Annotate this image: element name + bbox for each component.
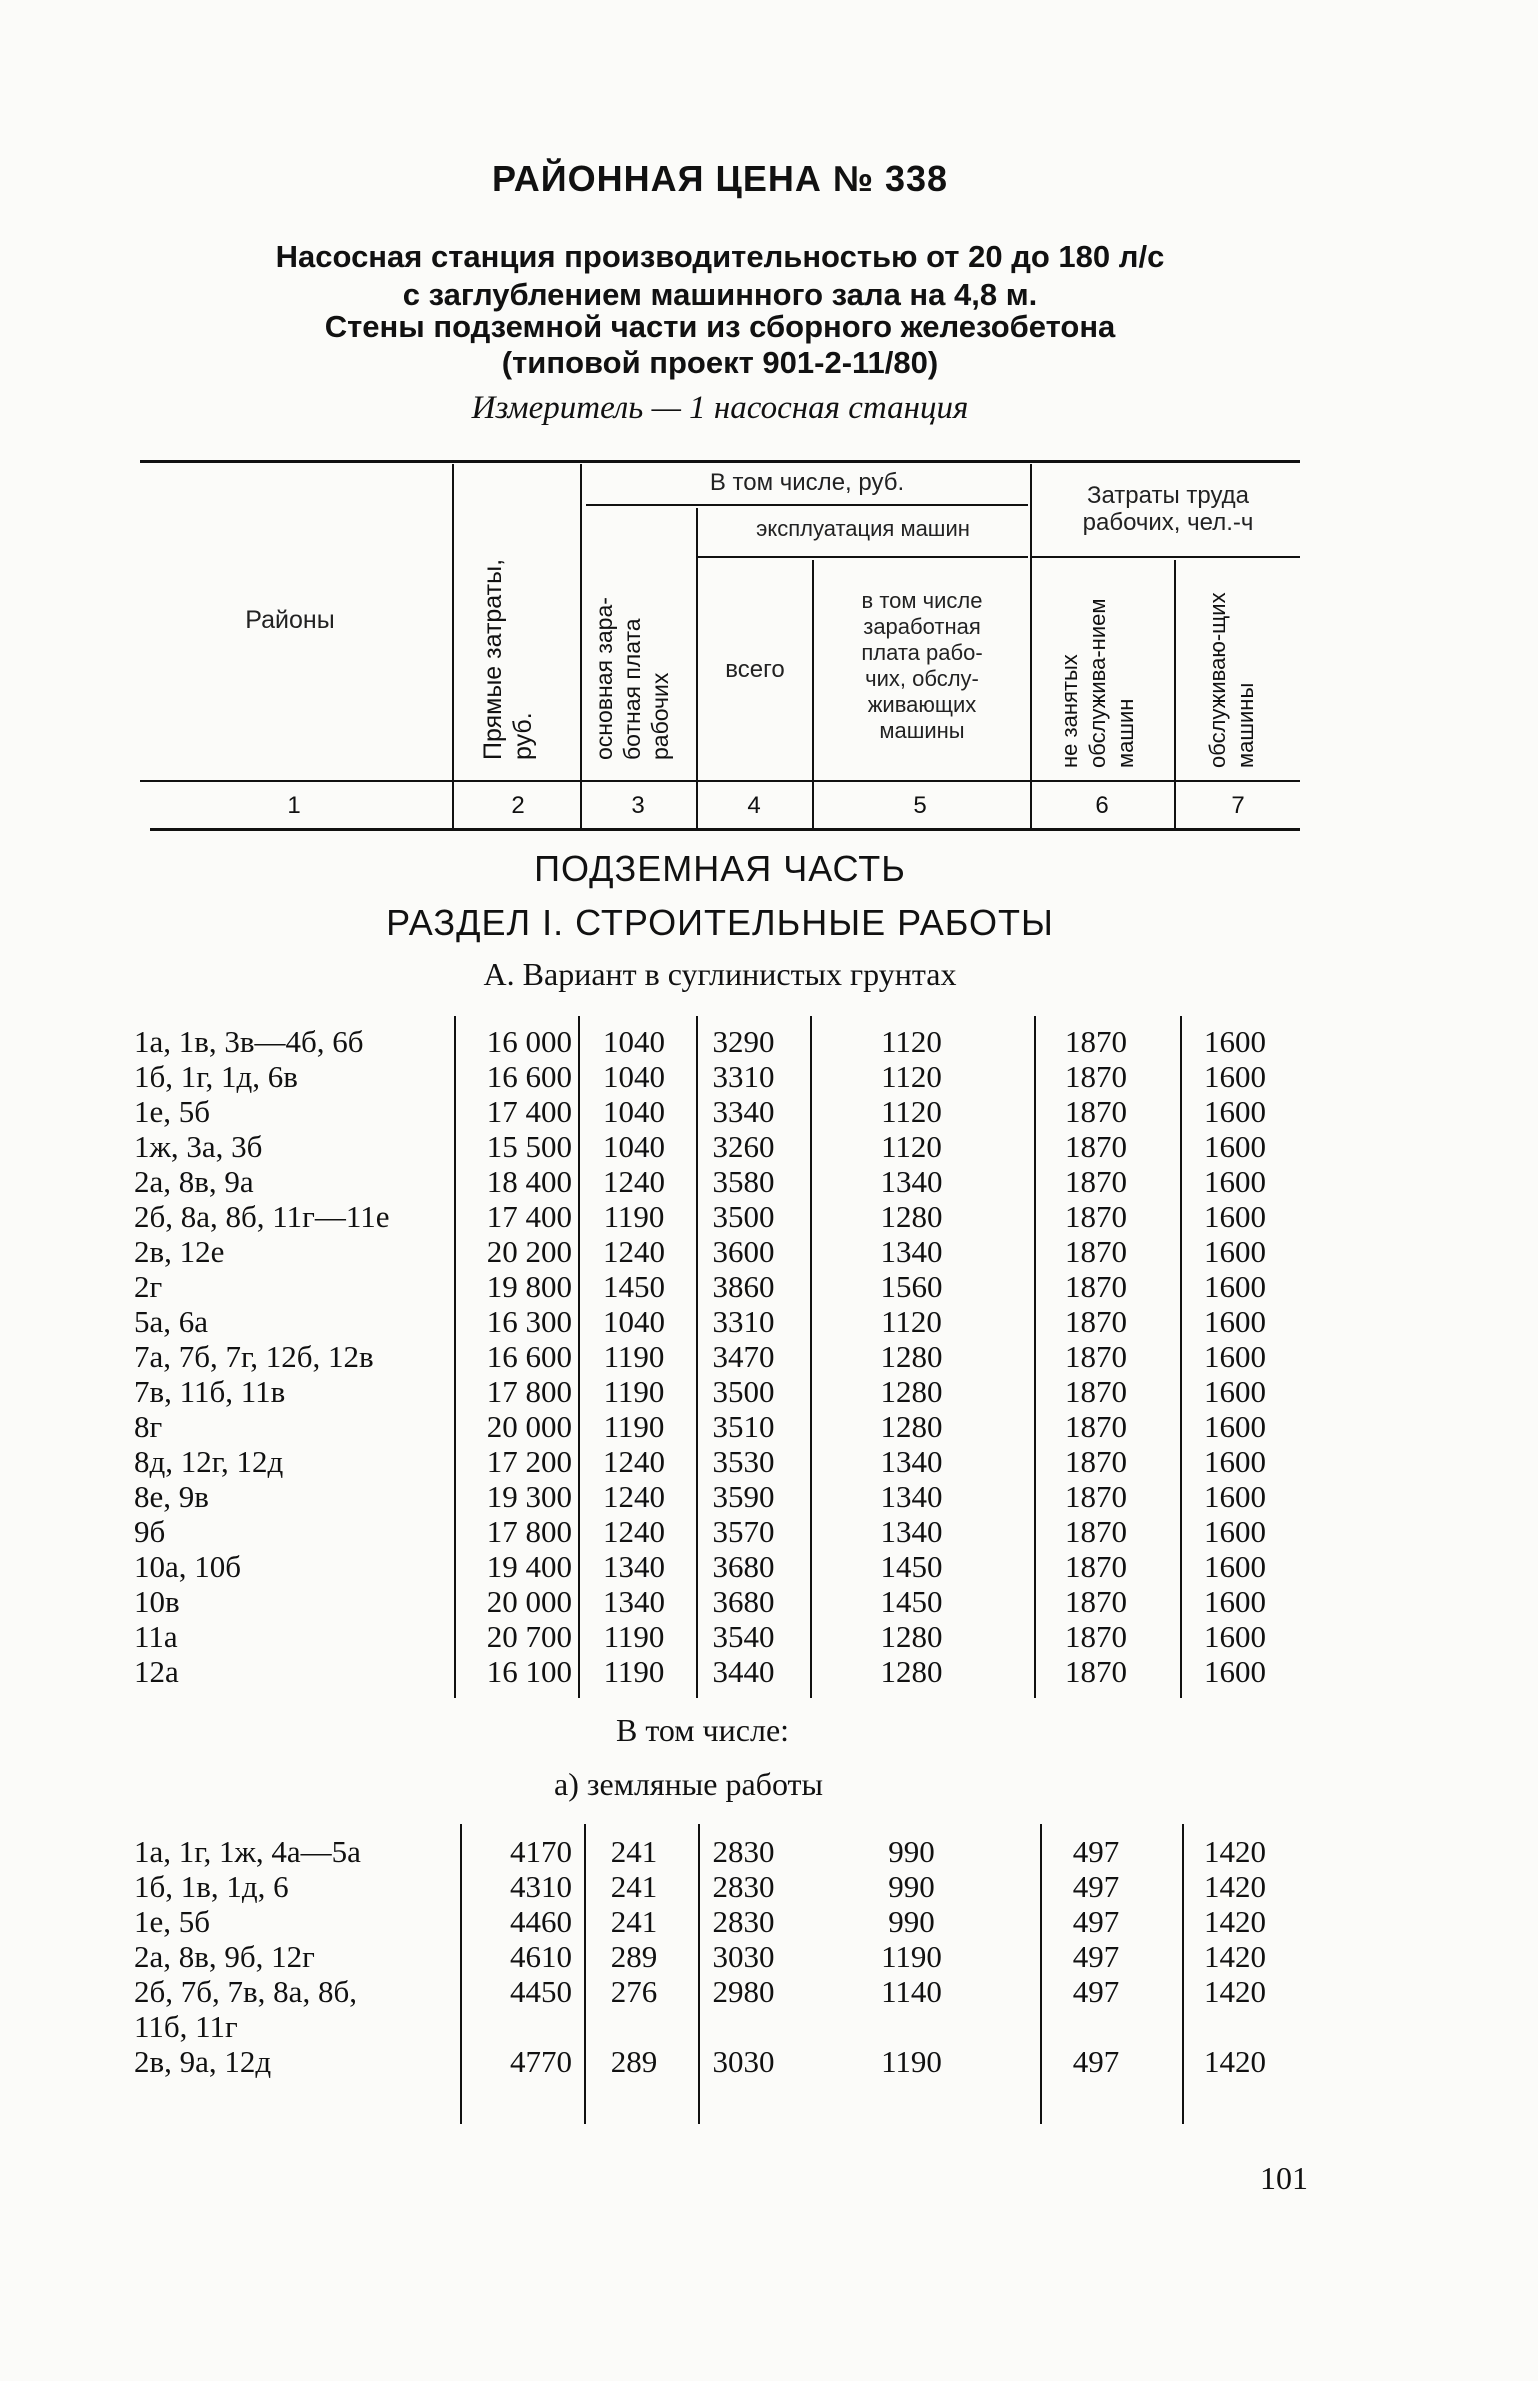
cell-labor-not-servicing: 1870	[1065, 1304, 1127, 1339]
cell-machines-total: 3310	[712, 1059, 775, 1094]
cell-labor-not-servicing: 497	[1072, 2044, 1120, 2079]
cell-region: 1ж, 3а, 3б	[134, 1129, 263, 1164]
table-row	[130, 1514, 1300, 1549]
cell-labor-servicing: 1600	[1204, 1444, 1266, 1479]
header-not-servicing: не занятых обслужива-нием машин	[1057, 598, 1138, 768]
cell-labor-not-servicing: 1870	[1065, 1059, 1127, 1094]
header-base-wage: основная зара-ботная плата рабочих	[591, 597, 673, 760]
cell-machines-total	[686, 2009, 801, 2044]
cell-region: 2б, 8а, 8б, 11г—11е	[134, 1199, 390, 1234]
cell-labor-not-servicing: 1870	[1065, 1619, 1127, 1654]
cell-machines-total: 3500	[712, 1374, 775, 1409]
cell-labor-not-servicing: 497	[1072, 1974, 1120, 2009]
cell-direct-costs: 17 400	[486, 1199, 572, 1234]
cell-machines-total: 2830	[712, 1869, 775, 1904]
table-row	[130, 1654, 1300, 1689]
cell-machines-total: 3540	[712, 1619, 775, 1654]
cell-machines-wage	[801, 2009, 1022, 2044]
subtitle-line-1: Насосная станция производительностью от 20 до 180 л/с	[275, 239, 1165, 274]
subtitle-line-3: Стены подземной части из сборного железобетона	[324, 309, 1116, 344]
cell-region: 10в	[134, 1584, 180, 1619]
data-table-b	[130, 1834, 1300, 2079]
header-incl-wage	[816, 588, 1028, 744]
cell-labor-servicing: 1600	[1204, 1374, 1266, 1409]
cell-direct-costs: 20 200	[486, 1234, 572, 1269]
table-row	[130, 1869, 1300, 1904]
cell-labor-not-servicing: 1870	[1065, 1129, 1127, 1164]
cell-machines-wage: 1140	[881, 1974, 942, 2009]
cell-machines-total: 3530	[712, 1444, 775, 1479]
table-row	[130, 1409, 1300, 1444]
colnum-2: 2	[511, 792, 525, 819]
cell-labor-not-servicing: 1870	[1065, 1654, 1127, 1689]
cell-direct-costs: 16 000	[486, 1024, 572, 1059]
cell-machines-total: 3590	[712, 1479, 775, 1514]
data-table-a	[130, 1024, 1300, 1689]
cell-labor-not-servicing: 1870	[1065, 1479, 1127, 1514]
cell-direct-costs: 16 600	[486, 1059, 572, 1094]
cell-region: 2в, 9а, 12д	[134, 2044, 272, 2079]
cell-region: 2а, 8в, 9а	[134, 1164, 254, 1199]
cell-machines-wage: 1340	[880, 1444, 943, 1479]
cell-machines-total: 3290	[712, 1024, 775, 1059]
cell-labor-servicing: 1600	[1204, 1199, 1266, 1234]
cell-base-wage: 1340	[603, 1549, 665, 1584]
cell-direct-costs: 4450	[510, 1974, 572, 2009]
cell-direct-costs: 15 500	[486, 1129, 572, 1164]
cell-labor-servicing: 1420	[1204, 1974, 1266, 2009]
cell-base-wage: 289	[610, 1939, 658, 1974]
cell-machines-total: 3580	[712, 1164, 775, 1199]
table-row	[130, 1164, 1300, 1199]
table-row	[130, 1199, 1300, 1234]
cell-base-wage: 1240	[603, 1444, 665, 1479]
cell-region: 8е, 9в	[134, 1479, 209, 1514]
rule-under-including	[586, 504, 1028, 506]
cell-labor-servicing: 1600	[1204, 1654, 1266, 1689]
vline-1	[452, 464, 454, 828]
section-part: ПОДЗЕМНАЯ ЧАСТЬ	[534, 848, 906, 889]
cell-direct-costs	[454, 2009, 582, 2044]
table-row	[130, 2044, 1300, 2079]
cell-labor-not-servicing: 497	[1072, 1939, 1120, 1974]
cell-machines-wage: 1120	[881, 1059, 942, 1094]
cell-base-wage: 276	[610, 1974, 658, 2009]
cell-direct-costs: 20 000	[486, 1409, 572, 1444]
cell-machines-wage: 1120	[881, 1024, 942, 1059]
cell-labor-servicing: 1420	[1204, 1834, 1266, 1869]
header-incl-wage-line: чих, обслу-	[865, 666, 979, 691]
cell-machines-wage: 990	[888, 1869, 935, 1904]
cell-machines-total: 3510	[712, 1409, 775, 1444]
table-row	[130, 1339, 1300, 1374]
cell-labor-not-servicing: 1870	[1065, 1199, 1127, 1234]
cell-labor-not-servicing: 1870	[1065, 1164, 1127, 1199]
cell-region: 2б, 7б, 7в, 8а, 8б,	[134, 1974, 357, 2009]
colnum-6: 6	[1095, 792, 1109, 819]
table-row	[130, 1059, 1300, 1094]
cell-labor-servicing: 1600	[1204, 1269, 1266, 1304]
header-labor-line: Затраты труда	[1086, 482, 1249, 509]
cell-base-wage: 1040	[603, 1024, 665, 1059]
cell-machines-wage: 1340	[880, 1479, 943, 1514]
cell-machines-total: 3860	[712, 1269, 775, 1304]
header-labor-costs	[1036, 482, 1300, 536]
cell-base-wage: 1340	[603, 1584, 665, 1619]
rule-below-colnums	[150, 828, 1300, 831]
cell-direct-costs: 4460	[510, 1904, 572, 1939]
cell-direct-costs: 19 400	[486, 1549, 572, 1584]
cell-direct-costs: 4610	[510, 1939, 572, 1974]
cell-base-wage: 1240	[603, 1514, 665, 1549]
cell-machines-wage: 990	[888, 1834, 935, 1869]
cell-base-wage: 1450	[603, 1269, 665, 1304]
cell-region: 1е, 5б	[134, 1904, 211, 1939]
header-including-rub: В том числе, руб.	[709, 469, 905, 496]
cell-machines-total: 3570	[712, 1514, 775, 1549]
cell-labor-not-servicing: 1870	[1065, 1024, 1127, 1059]
cell-base-wage: 1040	[603, 1059, 665, 1094]
cell-region: 1б, 1в, 1д, 6	[134, 1869, 289, 1904]
cell-base-wage: 1040	[603, 1129, 665, 1164]
cell-region: 2г	[134, 1269, 163, 1304]
header-incl-wage-line: плата рабо-	[861, 640, 983, 665]
section-razdel: РАЗДЕЛ I. СТРОИТЕЛЬНЫЕ РАБОТЫ	[386, 902, 1054, 943]
cell-direct-costs: 16 100	[486, 1654, 572, 1689]
cell-region: 7в, 11б, 11в	[134, 1374, 286, 1409]
cell-labor-not-servicing: 1870	[1065, 1549, 1127, 1584]
cell-labor-servicing: 1420	[1204, 1939, 1266, 1974]
cell-labor-servicing: 1420	[1204, 2044, 1266, 2079]
vline-3	[696, 508, 698, 828]
rule-under-machine-op	[696, 556, 1028, 558]
cell-labor-servicing: 1600	[1204, 1339, 1266, 1374]
header-total: всего	[725, 656, 785, 683]
table-row	[130, 1024, 1300, 1059]
table-row	[130, 1234, 1300, 1269]
cell-direct-costs: 4770	[510, 2044, 572, 2079]
table-row	[130, 1129, 1300, 1164]
cell-base-wage: 241	[610, 1904, 658, 1939]
cell-direct-costs: 20 700	[486, 1619, 572, 1654]
cell-labor-servicing: 1600	[1204, 1304, 1266, 1339]
table-row	[130, 1549, 1300, 1584]
cell-labor-servicing: 1600	[1204, 1024, 1266, 1059]
cell-direct-costs: 17 200	[486, 1444, 572, 1479]
cell-region: 1б, 1г, 1д, 6в	[134, 1059, 298, 1094]
cell-region: 1а, 1г, 1ж, 4а—5а	[134, 1834, 361, 1869]
cell-labor-not-servicing	[1022, 2009, 1170, 2044]
cell-machines-total: 3680	[712, 1549, 775, 1584]
cell-machines-wage: 1340	[880, 1234, 943, 1269]
header-incl-wage-line: в том числе	[861, 588, 983, 613]
cell-machines-wage: 1120	[881, 1304, 942, 1339]
cell-machines-total: 3030	[712, 1939, 775, 1974]
table-row	[130, 1974, 1300, 2009]
cell-direct-costs: 17 800	[486, 1514, 572, 1549]
cell-labor-servicing: 1600	[1204, 1479, 1266, 1514]
cell-direct-costs: 19 300	[486, 1479, 572, 1514]
rule-under-labor	[1032, 556, 1300, 558]
cell-machines-wage: 1120	[881, 1094, 942, 1129]
cell-machines-wage: 1280	[880, 1619, 943, 1654]
cell-labor-servicing	[1170, 2009, 1300, 2044]
cell-machines-total: 3470	[712, 1339, 775, 1374]
subtitle-line-4: (типовой проект 901-2-11/80)	[501, 345, 939, 380]
cell-base-wage: 1190	[603, 1374, 665, 1409]
vline-5	[1030, 464, 1032, 828]
cell-region: 5а, 6а	[134, 1304, 209, 1339]
cell-labor-not-servicing: 497	[1072, 1834, 1120, 1869]
cell-labor-not-servicing: 1870	[1065, 1409, 1127, 1444]
header-incl-wage-line: заработная	[863, 614, 981, 639]
including-label: В том числе:	[616, 1712, 790, 1748]
cell-labor-not-servicing: 1870	[1065, 1339, 1127, 1374]
cell-direct-costs: 20 000	[486, 1584, 572, 1619]
cell-direct-costs: 18 400	[486, 1164, 572, 1199]
page-title: РАЙОННАЯ ЦЕНА № 338	[491, 158, 949, 199]
cell-base-wage: 1240	[603, 1479, 665, 1514]
cell-machines-total: 3440	[712, 1654, 775, 1689]
table-row	[130, 1619, 1300, 1654]
cell-labor-not-servicing: 1870	[1065, 1094, 1127, 1129]
cell-base-wage: 241	[610, 1834, 658, 1869]
header-direct-costs: Прямые затраты, руб.	[479, 558, 537, 760]
cell-labor-servicing: 1600	[1204, 1164, 1266, 1199]
cell-base-wage: 1240	[603, 1164, 665, 1199]
header-regions: Районы	[245, 606, 335, 634]
table-row	[130, 1834, 1300, 1869]
cell-machines-total: 2830	[712, 1904, 775, 1939]
cell-region: 7а, 7б, 7г, 12б, 12в	[134, 1339, 374, 1374]
cell-direct-costs: 17 400	[486, 1094, 572, 1129]
cell-machines-wage: 1340	[880, 1514, 943, 1549]
table-row	[130, 1584, 1300, 1619]
cell-machines-wage: 1450	[880, 1584, 943, 1619]
cell-machines-wage: 1120	[881, 1129, 942, 1164]
cell-machines-total: 2830	[712, 1834, 775, 1869]
table-row	[130, 2009, 1300, 2044]
cell-labor-servicing: 1420	[1204, 1904, 1266, 1939]
header-machine-operation: эксплуатация машин	[756, 516, 970, 541]
table-row	[130, 1939, 1300, 1974]
colnum-4: 4	[747, 792, 761, 819]
cell-region: 12а	[134, 1654, 179, 1689]
cell-labor-servicing: 1600	[1204, 1619, 1266, 1654]
cell-labor-servicing: 1600	[1204, 1234, 1266, 1269]
cell-machines-total: 3260	[712, 1129, 775, 1164]
cell-base-wage: 1040	[603, 1304, 665, 1339]
cell-machines-total: 3500	[712, 1199, 775, 1234]
cell-labor-servicing: 1600	[1204, 1549, 1266, 1584]
cell-machines-wage: 1280	[880, 1374, 943, 1409]
header-incl-wage-line: живающих	[867, 692, 977, 717]
table-top-rule	[140, 460, 1300, 463]
cell-base-wage: 1240	[603, 1234, 665, 1269]
cell-region: 11а	[134, 1619, 178, 1654]
header-servicing: обслуживаю-щих машины	[1205, 592, 1258, 768]
cell-region: 1а, 1в, 3в—4б, 6б	[134, 1024, 364, 1059]
cell-labor-not-servicing: 497	[1072, 1869, 1120, 1904]
cell-base-wage: 1190	[603, 1619, 665, 1654]
section-variant: А. Вариант в суглинистых грунтах	[483, 956, 957, 992]
cell-base-wage: 1190	[603, 1339, 665, 1374]
header-labor-line: рабочих, чел.-ч	[1082, 509, 1254, 536]
table-row	[130, 1904, 1300, 1939]
cell-machines-wage: 1280	[880, 1654, 943, 1689]
cell-labor-servicing: 1600	[1204, 1409, 1266, 1444]
cell-base-wage: 241	[610, 1869, 658, 1904]
cell-base-wage: 1040	[603, 1094, 665, 1129]
cell-labor-servicing: 1600	[1204, 1094, 1266, 1129]
cell-machines-total: 3600	[712, 1234, 775, 1269]
colnum-3: 3	[631, 792, 645, 819]
cell-direct-costs: 4310	[510, 1869, 572, 1904]
cell-machines-wage: 1280	[880, 1409, 943, 1444]
cell-labor-servicing: 1600	[1204, 1514, 1266, 1549]
colnum-7: 7	[1231, 792, 1245, 819]
cell-machines-wage: 990	[888, 1904, 935, 1939]
table-row	[130, 1374, 1300, 1409]
cell-labor-servicing: 1600	[1204, 1129, 1266, 1164]
header-incl-wage-line: машины	[879, 718, 965, 743]
meter-line: Измеритель — 1 насосная станция	[471, 390, 969, 426]
cell-labor-not-servicing: 1870	[1065, 1444, 1127, 1479]
cell-direct-costs: 16 600	[486, 1339, 572, 1374]
cell-labor-not-servicing: 1870	[1065, 1269, 1127, 1304]
cell-machines-wage: 1190	[881, 2044, 942, 2079]
cell-machines-total: 3340	[712, 1094, 775, 1129]
cell-machines-wage: 1190	[881, 1939, 942, 1974]
vline-2	[580, 464, 582, 828]
table-row	[130, 1479, 1300, 1514]
table-row	[130, 1269, 1300, 1304]
cell-labor-not-servicing: 1870	[1065, 1514, 1127, 1549]
cell-labor-not-servicing: 1870	[1065, 1374, 1127, 1409]
cell-machines-wage: 1340	[880, 1164, 943, 1199]
cell-region: 11б, 11г	[134, 2009, 238, 2044]
cell-region: 10а, 10б	[134, 1549, 242, 1584]
cell-region: 8д, 12г, 12д	[134, 1444, 284, 1479]
cell-base-wage: 1190	[603, 1409, 665, 1444]
cell-direct-costs: 4170	[510, 1834, 572, 1869]
cell-region: 1е, 5б	[134, 1094, 211, 1129]
cell-base-wage	[582, 2009, 686, 2044]
cell-machines-wage: 1280	[880, 1339, 943, 1374]
colnum-1: 1	[287, 792, 301, 819]
vline-4	[812, 560, 814, 828]
page-number: 101	[1260, 2160, 1308, 2196]
cell-region: 8г	[134, 1409, 163, 1444]
rule-above-colnums	[140, 780, 1300, 782]
cell-machines-wage: 1450	[880, 1549, 943, 1584]
cell-machines-total: 2980	[712, 1974, 775, 2009]
cell-base-wage: 1190	[603, 1654, 665, 1689]
table-row	[130, 1094, 1300, 1129]
subtitle-line-2: с заглублением машинного зала на 4,8 м.	[402, 277, 1038, 312]
cell-machines-total: 3680	[712, 1584, 775, 1619]
table-row	[130, 1444, 1300, 1479]
cell-labor-servicing: 1420	[1204, 1869, 1266, 1904]
cell-labor-not-servicing: 1870	[1065, 1234, 1127, 1269]
colnum-5: 5	[913, 792, 927, 819]
cell-region: 9б	[134, 1514, 166, 1549]
cell-labor-not-servicing: 1870	[1065, 1584, 1127, 1619]
cell-base-wage: 1190	[603, 1199, 665, 1234]
cell-labor-servicing: 1600	[1204, 1584, 1266, 1619]
cell-labor-servicing: 1600	[1204, 1059, 1266, 1094]
cell-direct-costs: 16 300	[486, 1304, 572, 1339]
cell-machines-wage: 1560	[880, 1269, 943, 1304]
subsection-earthworks: а) земляные работы	[554, 1766, 824, 1802]
cell-direct-costs: 17 800	[486, 1374, 572, 1409]
cell-direct-costs: 19 800	[486, 1269, 572, 1304]
cell-machines-total: 3310	[712, 1304, 775, 1339]
cell-region: 2в, 12е	[134, 1234, 225, 1269]
cell-machines-wage: 1280	[880, 1199, 943, 1234]
cell-machines-total: 3030	[712, 2044, 775, 2079]
cell-region: 2а, 8в, 9б, 12г	[134, 1939, 315, 1974]
cell-base-wage: 289	[610, 2044, 658, 2079]
cell-labor-not-servicing: 497	[1072, 1904, 1120, 1939]
table-row	[130, 1304, 1300, 1339]
vline-6	[1174, 560, 1176, 828]
